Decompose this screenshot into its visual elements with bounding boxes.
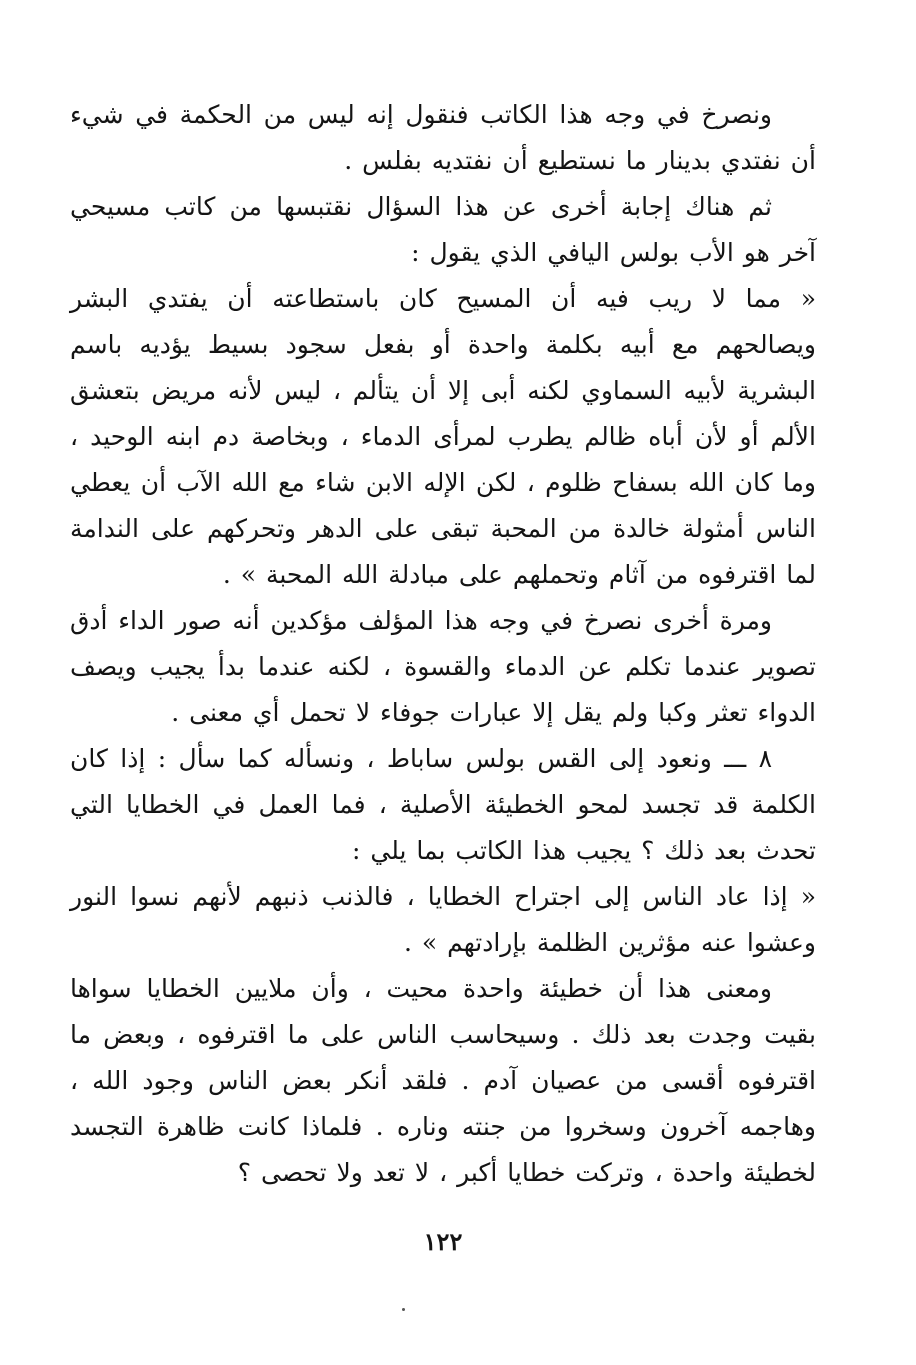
paragraph-4: ٨ ـــ ونعود إلى القس بولس ساباط ، ونسأله كما سأل : إذا كان الكلمة قد تجسد لمحو الخطيئة الأصلية ، فما العمل في الخطايا التي تحدث بعد ذلك ؟ يجيب هذا الكاتب بما يلي : bbox=[70, 744, 816, 865]
quote-2: « إذا عاد الناس إلى اجتراح الخطايا ، فالذنب ذنبهم لأنهم نسوا النور وعشوا عنه مؤثرين الظلمة بإرادتهم » . bbox=[70, 882, 816, 957]
scan-speck bbox=[402, 1308, 405, 1311]
page-number: ١٢٢ bbox=[423, 1227, 463, 1256]
quote-1: « مما لا ريب فيه أن المسيح كان باستطاعته أن يفتدي البشر ويصالحهم مع أبيه بكلمة واحدة أو بفعل سجود بسيط يؤديه باسم البشرية لأبيه السماوي لكنه أبى إلا أن يتألم ، ليس لأنه مريض بتعشق الألم أو لأن أباه ظالم يطرب لمرأى الدماء ، وبخاصة دم ابنه الوحيد ، وما كان الله بسفاح ظلوم ، لكن الإله الابن شاء مع الله الآب أن يعطي الناس أمثولة خالدة من المحبة تبقى على الدهر وتحركهم على الندامة لما اقترفوه من آثام وتحملهم على مبادلة الله المحبة » . bbox=[70, 284, 816, 589]
paragraph-3: ومرة أخرى نصرخ في وجه هذا المؤلف مؤكدين أنه صور الداء أدق تصوير عندما تكلم عن الدماء والقسوة ، لكنه عندما بدأ يجيب ويصف الدواء تعثر وكبا ولم يقل إلا عبارات جوفاء لا تحمل أي معنى . bbox=[70, 606, 816, 727]
page-body bbox=[70, 92, 816, 1292]
paragraph-2: ثم هناك إجابة أخرى عن هذا السؤال نقتبسها من كاتب مسيحي آخر هو الأب بولس اليافي الذي يقول : bbox=[70, 192, 816, 267]
paragraph-1: ونصرخ في وجه هذا الكاتب فنقول إنه ليس من الحكمة في شيء أن نفتدي بدينار ما نستطيع أن نفتديه بفلس . bbox=[70, 100, 816, 175]
paragraph-5: ومعنى هذا أن خطيئة واحدة محيت ، وأن ملايين الخطايا سواها بقيت وجدت بعد ذلك . وسيحاسب الناس على ما اقترفوه ، وبعض ما اقترفوه أقسى من عصيان آدم . فلقد أنكر بعض الناس وجود الله ، وهاجمه آخرون وسخروا من جنته وناره . فلماذا كانت ظاهرة التجسد لخطيئة واحدة ، وتركت خطايا أكبر ، لا تعد ولا تحصى ؟ bbox=[70, 974, 816, 1187]
